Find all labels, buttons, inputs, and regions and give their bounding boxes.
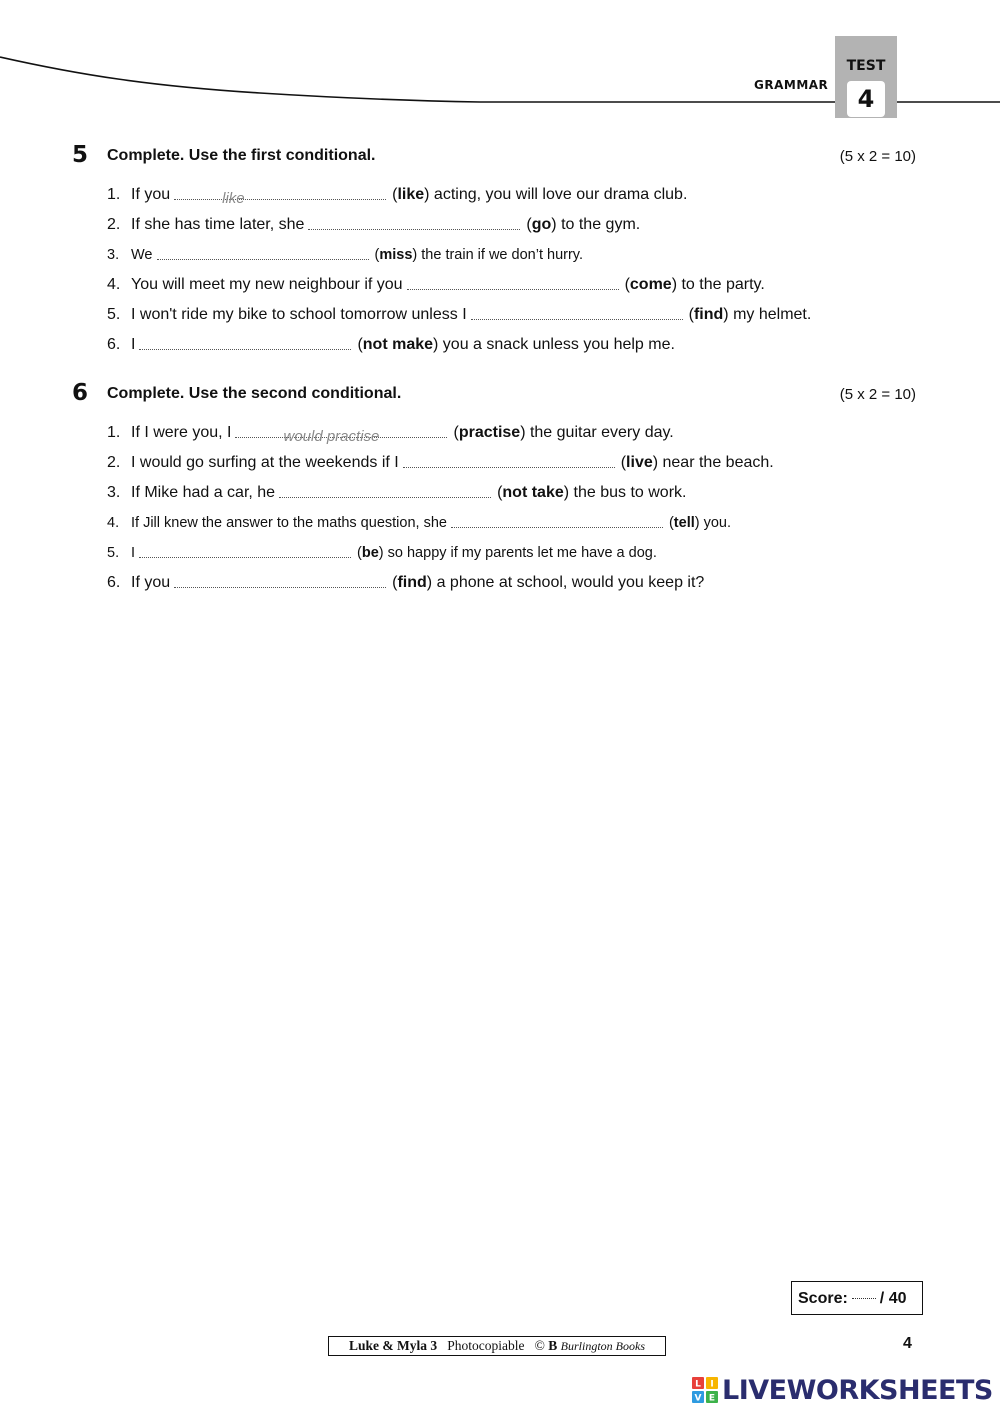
footer-credit [328, 1336, 666, 1356]
item-number: 5. [107, 545, 120, 561]
item-text-after: ) to the party. [671, 276, 765, 293]
page-number: 4 [903, 1335, 912, 1352]
answer-blank[interactable] [403, 453, 615, 468]
liveworksheets-brand [692, 1373, 993, 1407]
item-text-after: ) so happy if my parents let me have a dog. [378, 545, 657, 561]
section-instruction: Complete. Use the second conditional. [107, 385, 402, 402]
item-text-before: You will meet my new neighbour if you [131, 276, 403, 293]
exercise-list [72, 180, 918, 360]
item-text-before: We [131, 247, 153, 263]
item-number: 6. [107, 336, 121, 353]
item-number: 2. [107, 216, 121, 233]
item-text-after: ) to the gym. [551, 216, 641, 233]
section-number: 5 [72, 142, 89, 168]
liveworksheets-wordmark: LIVEWORKSHEETS [722, 1374, 993, 1406]
item-text-after: ) my helmet. [723, 306, 812, 323]
verb-prompt: like [397, 186, 425, 203]
item-text-before: If I were you, I [131, 424, 232, 441]
footer-book-title: Luke & Myla 3 [349, 1338, 438, 1353]
answer-blank[interactable] [139, 335, 351, 350]
score-total: / 40 [879, 1290, 907, 1307]
score-label: Score: [798, 1290, 848, 1307]
item-text-before: I [131, 545, 136, 561]
exercise-item: 3. We (miss) the train if we don’t hurry. [72, 240, 918, 270]
item-number: 1. [107, 186, 121, 203]
exercise-section-5 [72, 142, 918, 360]
section-score: (5 x 2 = 10) [839, 148, 916, 165]
exercise-item: 6. If you (find) a phone at school, would you keep it? [72, 568, 918, 598]
section-score: (5 x 2 = 10) [839, 386, 916, 403]
exercise-item: 6. I (not make) you a snack unless you help me. [72, 330, 918, 360]
verb-prompt: practise [458, 424, 521, 441]
exercise-item: 3. If Mike had a car, he (not take) the bus to work. [72, 478, 918, 508]
answer-blank[interactable] [174, 185, 386, 207]
exercise-item: 4. You will meet my new neighbour if you (come) to the party. [72, 270, 918, 300]
exercise-item: 5. I (be) so happy if my parents let me have a dog. [72, 538, 918, 568]
answer-text: would practise [283, 428, 380, 445]
exercise-list [72, 418, 918, 598]
logo-letter: L [695, 1379, 701, 1390]
exercise-item: 1. If you like (like) acting, you will love our drama club. [72, 180, 918, 210]
item-number: 2. [107, 454, 121, 471]
item-number: 3. [107, 247, 120, 263]
verb-prompt: not make [362, 336, 434, 353]
exercise-item: 2. I would go surfing at the weekends if I (live) near the beach. [72, 448, 918, 478]
verb-prompt: be [361, 545, 379, 561]
item-text-after: ) the guitar every day. [520, 424, 674, 441]
item-text-before: If she has time later, she [131, 216, 305, 233]
item-text-before: I [131, 336, 136, 353]
item-text-after: ) the bus to work. [563, 484, 687, 501]
item-number: 3. [107, 484, 121, 501]
footer-photocopiable: Photocopiable [447, 1338, 525, 1353]
verb-prompt: find [693, 306, 724, 323]
item-text-after: ) near the beach. [652, 454, 774, 471]
item-text-before: If Jill knew the answer to the maths question, she [131, 515, 447, 531]
answer-blank[interactable] [157, 245, 369, 260]
verb-prompt: go [531, 216, 552, 233]
grammar-label: GRAMMAR [754, 78, 829, 92]
exercise-section-6 [72, 380, 918, 598]
item-text-after: ) the train if we don’t hurry. [412, 247, 583, 263]
item-number: 6. [107, 574, 121, 591]
item-text-after: ) you. [694, 515, 732, 531]
verb-prompt: come [629, 276, 672, 293]
item-text-after: ) you a snack unless you help me. [433, 336, 675, 353]
verb-prompt: tell [673, 515, 695, 531]
publisher-logo-icon: B [548, 1338, 558, 1353]
footer-publisher: Burlington Books [560, 1339, 645, 1353]
answer-blank[interactable] [174, 573, 386, 588]
item-number: 4. [107, 276, 121, 293]
test-tab [835, 36, 897, 118]
answer-blank[interactable] [235, 423, 447, 445]
verb-prompt: live [626, 454, 653, 471]
answer-blank[interactable] [451, 513, 663, 528]
item-text-after: ) acting, you will love our drama club. [424, 186, 688, 203]
section-instruction: Complete. Use the first conditional. [107, 147, 376, 164]
verb-prompt: find [397, 574, 427, 591]
liveworksheets-logo-icon [692, 1377, 718, 1403]
answer-blank[interactable] [471, 305, 683, 320]
answer-blank[interactable] [279, 483, 491, 498]
exercise-item: 1. If I were you, I would practise (practise) the guitar every day. [72, 418, 918, 448]
exercise-item: 5. I won't ride my bike to school tomorrow unless I (find) my helmet. [72, 300, 918, 330]
item-text-before: If you [131, 186, 171, 203]
answer-blank[interactable] [407, 275, 619, 290]
answer-blank[interactable] [308, 215, 520, 230]
verb-prompt: miss [379, 247, 413, 263]
logo-letter: I [710, 1379, 714, 1390]
item-text-before: If Mike had a car, he [131, 484, 276, 501]
exercise-item: 4. If Jill knew the answer to the maths question, she (tell) you. [72, 508, 918, 538]
logo-letter: V [694, 1393, 702, 1403]
logo-letter: E [708, 1393, 716, 1403]
section-number: 6 [72, 380, 89, 406]
exercise-item: 2. If she has time later, she (go) to the gym. [72, 210, 918, 240]
test-label: TEST [846, 58, 886, 74]
verb-prompt: not take [502, 484, 564, 501]
test-number: 4 [847, 81, 885, 117]
item-number: 5. [107, 306, 121, 323]
item-text-before: I would go surfing at the weekends if I [131, 454, 399, 471]
answer-text: like [222, 190, 245, 207]
item-text-before: I won't ride my bike to school tomorrow unless I [131, 306, 467, 323]
item-text-after: ) a phone at school, would you keep it? [426, 574, 705, 591]
score-box [791, 1281, 923, 1315]
answer-blank[interactable] [139, 543, 351, 558]
copyright-symbol: © [534, 1338, 545, 1353]
item-text-before: If you [131, 574, 171, 591]
score-blank[interactable] [852, 1298, 876, 1299]
item-number: 1. [107, 424, 121, 441]
item-number: 4. [107, 515, 120, 531]
